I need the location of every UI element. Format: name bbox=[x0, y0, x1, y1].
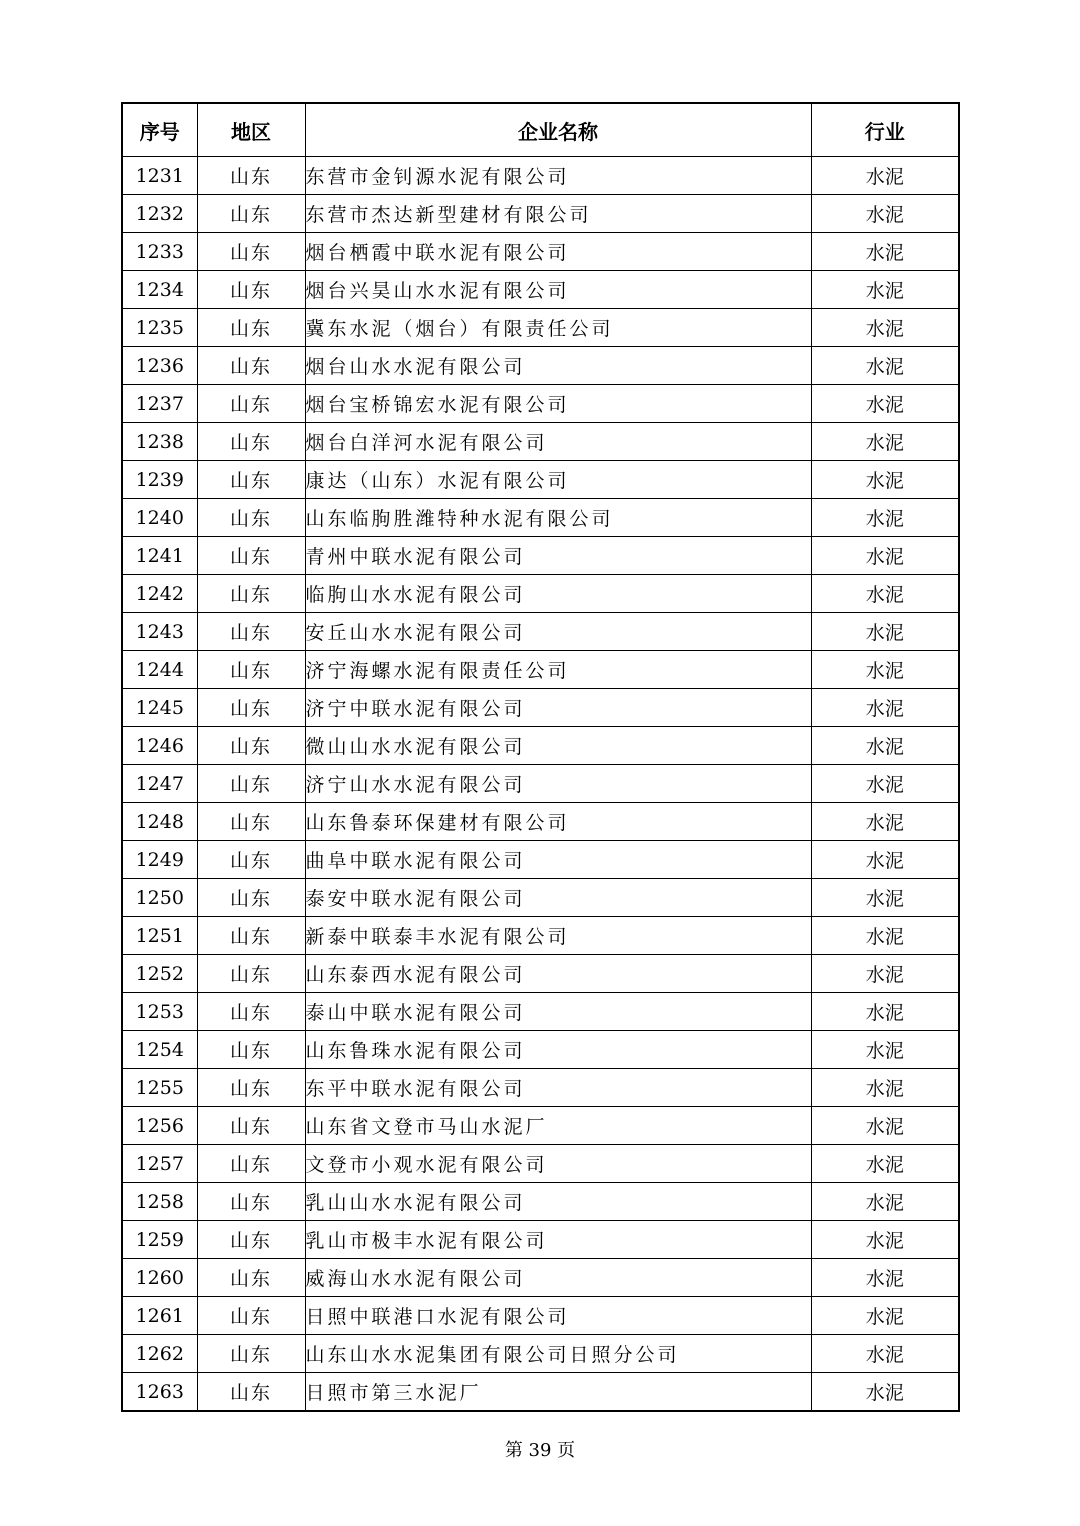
cell-industry: 水泥 bbox=[811, 689, 959, 727]
cell-enterprise-name: 山东鲁珠水泥有限公司 bbox=[305, 1031, 811, 1069]
cell-enterprise-name: 威海山水水泥有限公司 bbox=[305, 1259, 811, 1297]
header-row bbox=[122, 103, 959, 157]
cell-region: 山东 bbox=[197, 993, 305, 1031]
cell-enterprise-name: 烟台山水水泥有限公司 bbox=[305, 347, 811, 385]
cell-serial-number: 1260 bbox=[122, 1259, 197, 1297]
table-row bbox=[122, 993, 959, 1031]
cell-serial-number: 1249 bbox=[122, 841, 197, 879]
cell-region: 山东 bbox=[197, 195, 305, 233]
cell-industry: 水泥 bbox=[811, 613, 959, 651]
cell-region: 山东 bbox=[197, 1145, 305, 1183]
cell-serial-number: 1231 bbox=[122, 157, 197, 195]
cell-region: 山东 bbox=[197, 1183, 305, 1221]
cell-region: 山东 bbox=[197, 1069, 305, 1107]
cell-enterprise-name: 日照中联港口水泥有限公司 bbox=[305, 1297, 811, 1335]
table-row bbox=[122, 1069, 959, 1107]
cell-enterprise-name: 东营市金钊源水泥有限公司 bbox=[305, 157, 811, 195]
cell-region: 山东 bbox=[197, 727, 305, 765]
cell-industry: 水泥 bbox=[811, 727, 959, 765]
cell-region: 山东 bbox=[197, 917, 305, 955]
cell-industry: 水泥 bbox=[811, 195, 959, 233]
table-row bbox=[122, 499, 959, 537]
table-row bbox=[122, 1373, 959, 1412]
cell-industry: 水泥 bbox=[811, 499, 959, 537]
cell-serial-number: 1257 bbox=[122, 1145, 197, 1183]
cell-serial-number: 1254 bbox=[122, 1031, 197, 1069]
cell-enterprise-name: 微山山水水泥有限公司 bbox=[305, 727, 811, 765]
cell-serial-number: 1261 bbox=[122, 1297, 197, 1335]
cell-region: 山东 bbox=[197, 955, 305, 993]
cell-enterprise-name: 日照市第三水泥厂 bbox=[305, 1373, 811, 1412]
table-row bbox=[122, 765, 959, 803]
cell-region: 山东 bbox=[197, 841, 305, 879]
cell-industry: 水泥 bbox=[811, 1335, 959, 1373]
cell-industry: 水泥 bbox=[811, 347, 959, 385]
cell-serial-number: 1256 bbox=[122, 1107, 197, 1145]
cell-serial-number: 1258 bbox=[122, 1183, 197, 1221]
cell-industry: 水泥 bbox=[811, 993, 959, 1031]
cell-enterprise-name: 临朐山水水泥有限公司 bbox=[305, 575, 811, 613]
table-row bbox=[122, 651, 959, 689]
cell-enterprise-name: 冀东水泥（烟台）有限责任公司 bbox=[305, 309, 811, 347]
cell-enterprise-name: 烟台兴昊山水水泥有限公司 bbox=[305, 271, 811, 309]
cell-industry: 水泥 bbox=[811, 1069, 959, 1107]
table-header bbox=[122, 103, 959, 157]
cell-enterprise-name: 东营市杰达新型建材有限公司 bbox=[305, 195, 811, 233]
cell-enterprise-name: 烟台栖霞中联水泥有限公司 bbox=[305, 233, 811, 271]
cell-serial-number: 1232 bbox=[122, 195, 197, 233]
cell-serial-number: 1263 bbox=[122, 1373, 197, 1412]
cell-serial-number: 1235 bbox=[122, 309, 197, 347]
cell-region: 山东 bbox=[197, 385, 305, 423]
cell-enterprise-name: 济宁山水水泥有限公司 bbox=[305, 765, 811, 803]
table-row bbox=[122, 575, 959, 613]
cell-industry: 水泥 bbox=[811, 1107, 959, 1145]
cell-enterprise-name: 烟台宝桥锦宏水泥有限公司 bbox=[305, 385, 811, 423]
cell-region: 山东 bbox=[197, 271, 305, 309]
table-row bbox=[122, 157, 959, 195]
cell-industry: 水泥 bbox=[811, 233, 959, 271]
cell-enterprise-name: 山东临朐胜潍特种水泥有限公司 bbox=[305, 499, 811, 537]
cell-industry: 水泥 bbox=[811, 271, 959, 309]
cell-region: 山东 bbox=[197, 1259, 305, 1297]
cell-serial-number: 1247 bbox=[122, 765, 197, 803]
cell-serial-number: 1248 bbox=[122, 803, 197, 841]
cell-region: 山东 bbox=[197, 765, 305, 803]
cell-industry: 水泥 bbox=[811, 385, 959, 423]
cell-region: 山东 bbox=[197, 461, 305, 499]
cell-region: 山东 bbox=[197, 1221, 305, 1259]
cell-industry: 水泥 bbox=[811, 157, 959, 195]
cell-industry: 水泥 bbox=[811, 841, 959, 879]
table-row bbox=[122, 727, 959, 765]
header-industry: 行业 bbox=[811, 103, 959, 157]
table-row bbox=[122, 917, 959, 955]
cell-region: 山东 bbox=[197, 537, 305, 575]
cell-enterprise-name: 济宁中联水泥有限公司 bbox=[305, 689, 811, 727]
table-row bbox=[122, 1335, 959, 1373]
cell-serial-number: 1238 bbox=[122, 423, 197, 461]
cell-region: 山东 bbox=[197, 1373, 305, 1412]
table-body bbox=[122, 157, 959, 1412]
cell-industry: 水泥 bbox=[811, 575, 959, 613]
cell-region: 山东 bbox=[197, 575, 305, 613]
cell-region: 山东 bbox=[197, 689, 305, 727]
table-row bbox=[122, 271, 959, 309]
table-row bbox=[122, 309, 959, 347]
cell-industry: 水泥 bbox=[811, 879, 959, 917]
cell-serial-number: 1234 bbox=[122, 271, 197, 309]
cell-region: 山东 bbox=[197, 309, 305, 347]
cell-industry: 水泥 bbox=[811, 955, 959, 993]
cell-industry: 水泥 bbox=[811, 1145, 959, 1183]
cell-industry: 水泥 bbox=[811, 803, 959, 841]
cell-industry: 水泥 bbox=[811, 1221, 959, 1259]
cell-region: 山东 bbox=[197, 803, 305, 841]
table-row bbox=[122, 613, 959, 651]
cell-enterprise-name: 山东山水水泥集团有限公司日照分公司 bbox=[305, 1335, 811, 1373]
cell-serial-number: 1253 bbox=[122, 993, 197, 1031]
cell-serial-number: 1239 bbox=[122, 461, 197, 499]
cell-region: 山东 bbox=[197, 347, 305, 385]
cell-enterprise-name: 泰山中联水泥有限公司 bbox=[305, 993, 811, 1031]
header-serial-number: 序号 bbox=[122, 103, 197, 157]
cell-industry: 水泥 bbox=[811, 537, 959, 575]
table-row bbox=[122, 1107, 959, 1145]
cell-serial-number: 1237 bbox=[122, 385, 197, 423]
cell-enterprise-name: 文登市小观水泥有限公司 bbox=[305, 1145, 811, 1183]
cell-industry: 水泥 bbox=[811, 1373, 959, 1412]
cell-enterprise-name: 山东泰西水泥有限公司 bbox=[305, 955, 811, 993]
cell-serial-number: 1246 bbox=[122, 727, 197, 765]
cell-region: 山东 bbox=[197, 157, 305, 195]
cell-serial-number: 1244 bbox=[122, 651, 197, 689]
cell-industry: 水泥 bbox=[811, 1297, 959, 1335]
table-row bbox=[122, 841, 959, 879]
page-number: 第 39 页 bbox=[504, 1440, 576, 1461]
cell-enterprise-name: 青州中联水泥有限公司 bbox=[305, 537, 811, 575]
cell-enterprise-name: 安丘山水水泥有限公司 bbox=[305, 613, 811, 651]
cell-serial-number: 1251 bbox=[122, 917, 197, 955]
table-row bbox=[122, 423, 959, 461]
cell-region: 山东 bbox=[197, 651, 305, 689]
table-row bbox=[122, 537, 959, 575]
cell-enterprise-name: 乳山山水水泥有限公司 bbox=[305, 1183, 811, 1221]
cell-enterprise-name: 烟台白洋河水泥有限公司 bbox=[305, 423, 811, 461]
cell-region: 山东 bbox=[197, 1031, 305, 1069]
cell-enterprise-name: 曲阜中联水泥有限公司 bbox=[305, 841, 811, 879]
cell-region: 山东 bbox=[197, 499, 305, 537]
table-row bbox=[122, 955, 959, 993]
cell-industry: 水泥 bbox=[811, 917, 959, 955]
cell-enterprise-name: 康达（山东）水泥有限公司 bbox=[305, 461, 811, 499]
cell-serial-number: 1262 bbox=[122, 1335, 197, 1373]
table-row bbox=[122, 233, 959, 271]
cell-serial-number: 1243 bbox=[122, 613, 197, 651]
cell-serial-number: 1233 bbox=[122, 233, 197, 271]
table-row bbox=[122, 1221, 959, 1259]
cell-serial-number: 1245 bbox=[122, 689, 197, 727]
table-row bbox=[122, 1145, 959, 1183]
table-row bbox=[122, 689, 959, 727]
table-row bbox=[122, 461, 959, 499]
cell-region: 山东 bbox=[197, 233, 305, 271]
table-row bbox=[122, 195, 959, 233]
table-row bbox=[122, 803, 959, 841]
table-row bbox=[122, 1031, 959, 1069]
cell-industry: 水泥 bbox=[811, 765, 959, 803]
table-row bbox=[122, 1297, 959, 1335]
cell-region: 山东 bbox=[197, 1107, 305, 1145]
table-row bbox=[122, 347, 959, 385]
cell-serial-number: 1255 bbox=[122, 1069, 197, 1107]
cell-enterprise-name: 泰安中联水泥有限公司 bbox=[305, 879, 811, 917]
cell-serial-number: 1259 bbox=[122, 1221, 197, 1259]
table-row bbox=[122, 879, 959, 917]
cell-serial-number: 1241 bbox=[122, 537, 197, 575]
table-row bbox=[122, 385, 959, 423]
header-enterprise-name: 企业名称 bbox=[305, 103, 811, 157]
cell-region: 山东 bbox=[197, 613, 305, 651]
cell-industry: 水泥 bbox=[811, 1259, 959, 1297]
cell-industry: 水泥 bbox=[811, 651, 959, 689]
header-region: 地区 bbox=[197, 103, 305, 157]
cell-enterprise-name: 新泰中联泰丰水泥有限公司 bbox=[305, 917, 811, 955]
cell-region: 山东 bbox=[197, 879, 305, 917]
cell-serial-number: 1240 bbox=[122, 499, 197, 537]
cell-enterprise-name: 山东省文登市马山水泥厂 bbox=[305, 1107, 811, 1145]
cell-serial-number: 1242 bbox=[122, 575, 197, 613]
cell-enterprise-name: 山东鲁泰环保建材有限公司 bbox=[305, 803, 811, 841]
cell-serial-number: 1252 bbox=[122, 955, 197, 993]
cell-industry: 水泥 bbox=[811, 423, 959, 461]
cell-industry: 水泥 bbox=[811, 1183, 959, 1221]
cell-region: 山东 bbox=[197, 1335, 305, 1373]
cell-industry: 水泥 bbox=[811, 461, 959, 499]
cell-enterprise-name: 东平中联水泥有限公司 bbox=[305, 1069, 811, 1107]
cell-serial-number: 1250 bbox=[122, 879, 197, 917]
table-row bbox=[122, 1259, 959, 1297]
cell-region: 山东 bbox=[197, 1297, 305, 1335]
cell-serial-number: 1236 bbox=[122, 347, 197, 385]
enterprise-table bbox=[121, 102, 960, 1412]
table-row bbox=[122, 1183, 959, 1221]
cell-enterprise-name: 济宁海螺水泥有限责任公司 bbox=[305, 651, 811, 689]
cell-industry: 水泥 bbox=[811, 1031, 959, 1069]
cell-enterprise-name: 乳山市极丰水泥有限公司 bbox=[305, 1221, 811, 1259]
cell-industry: 水泥 bbox=[811, 309, 959, 347]
cell-region: 山东 bbox=[197, 423, 305, 461]
